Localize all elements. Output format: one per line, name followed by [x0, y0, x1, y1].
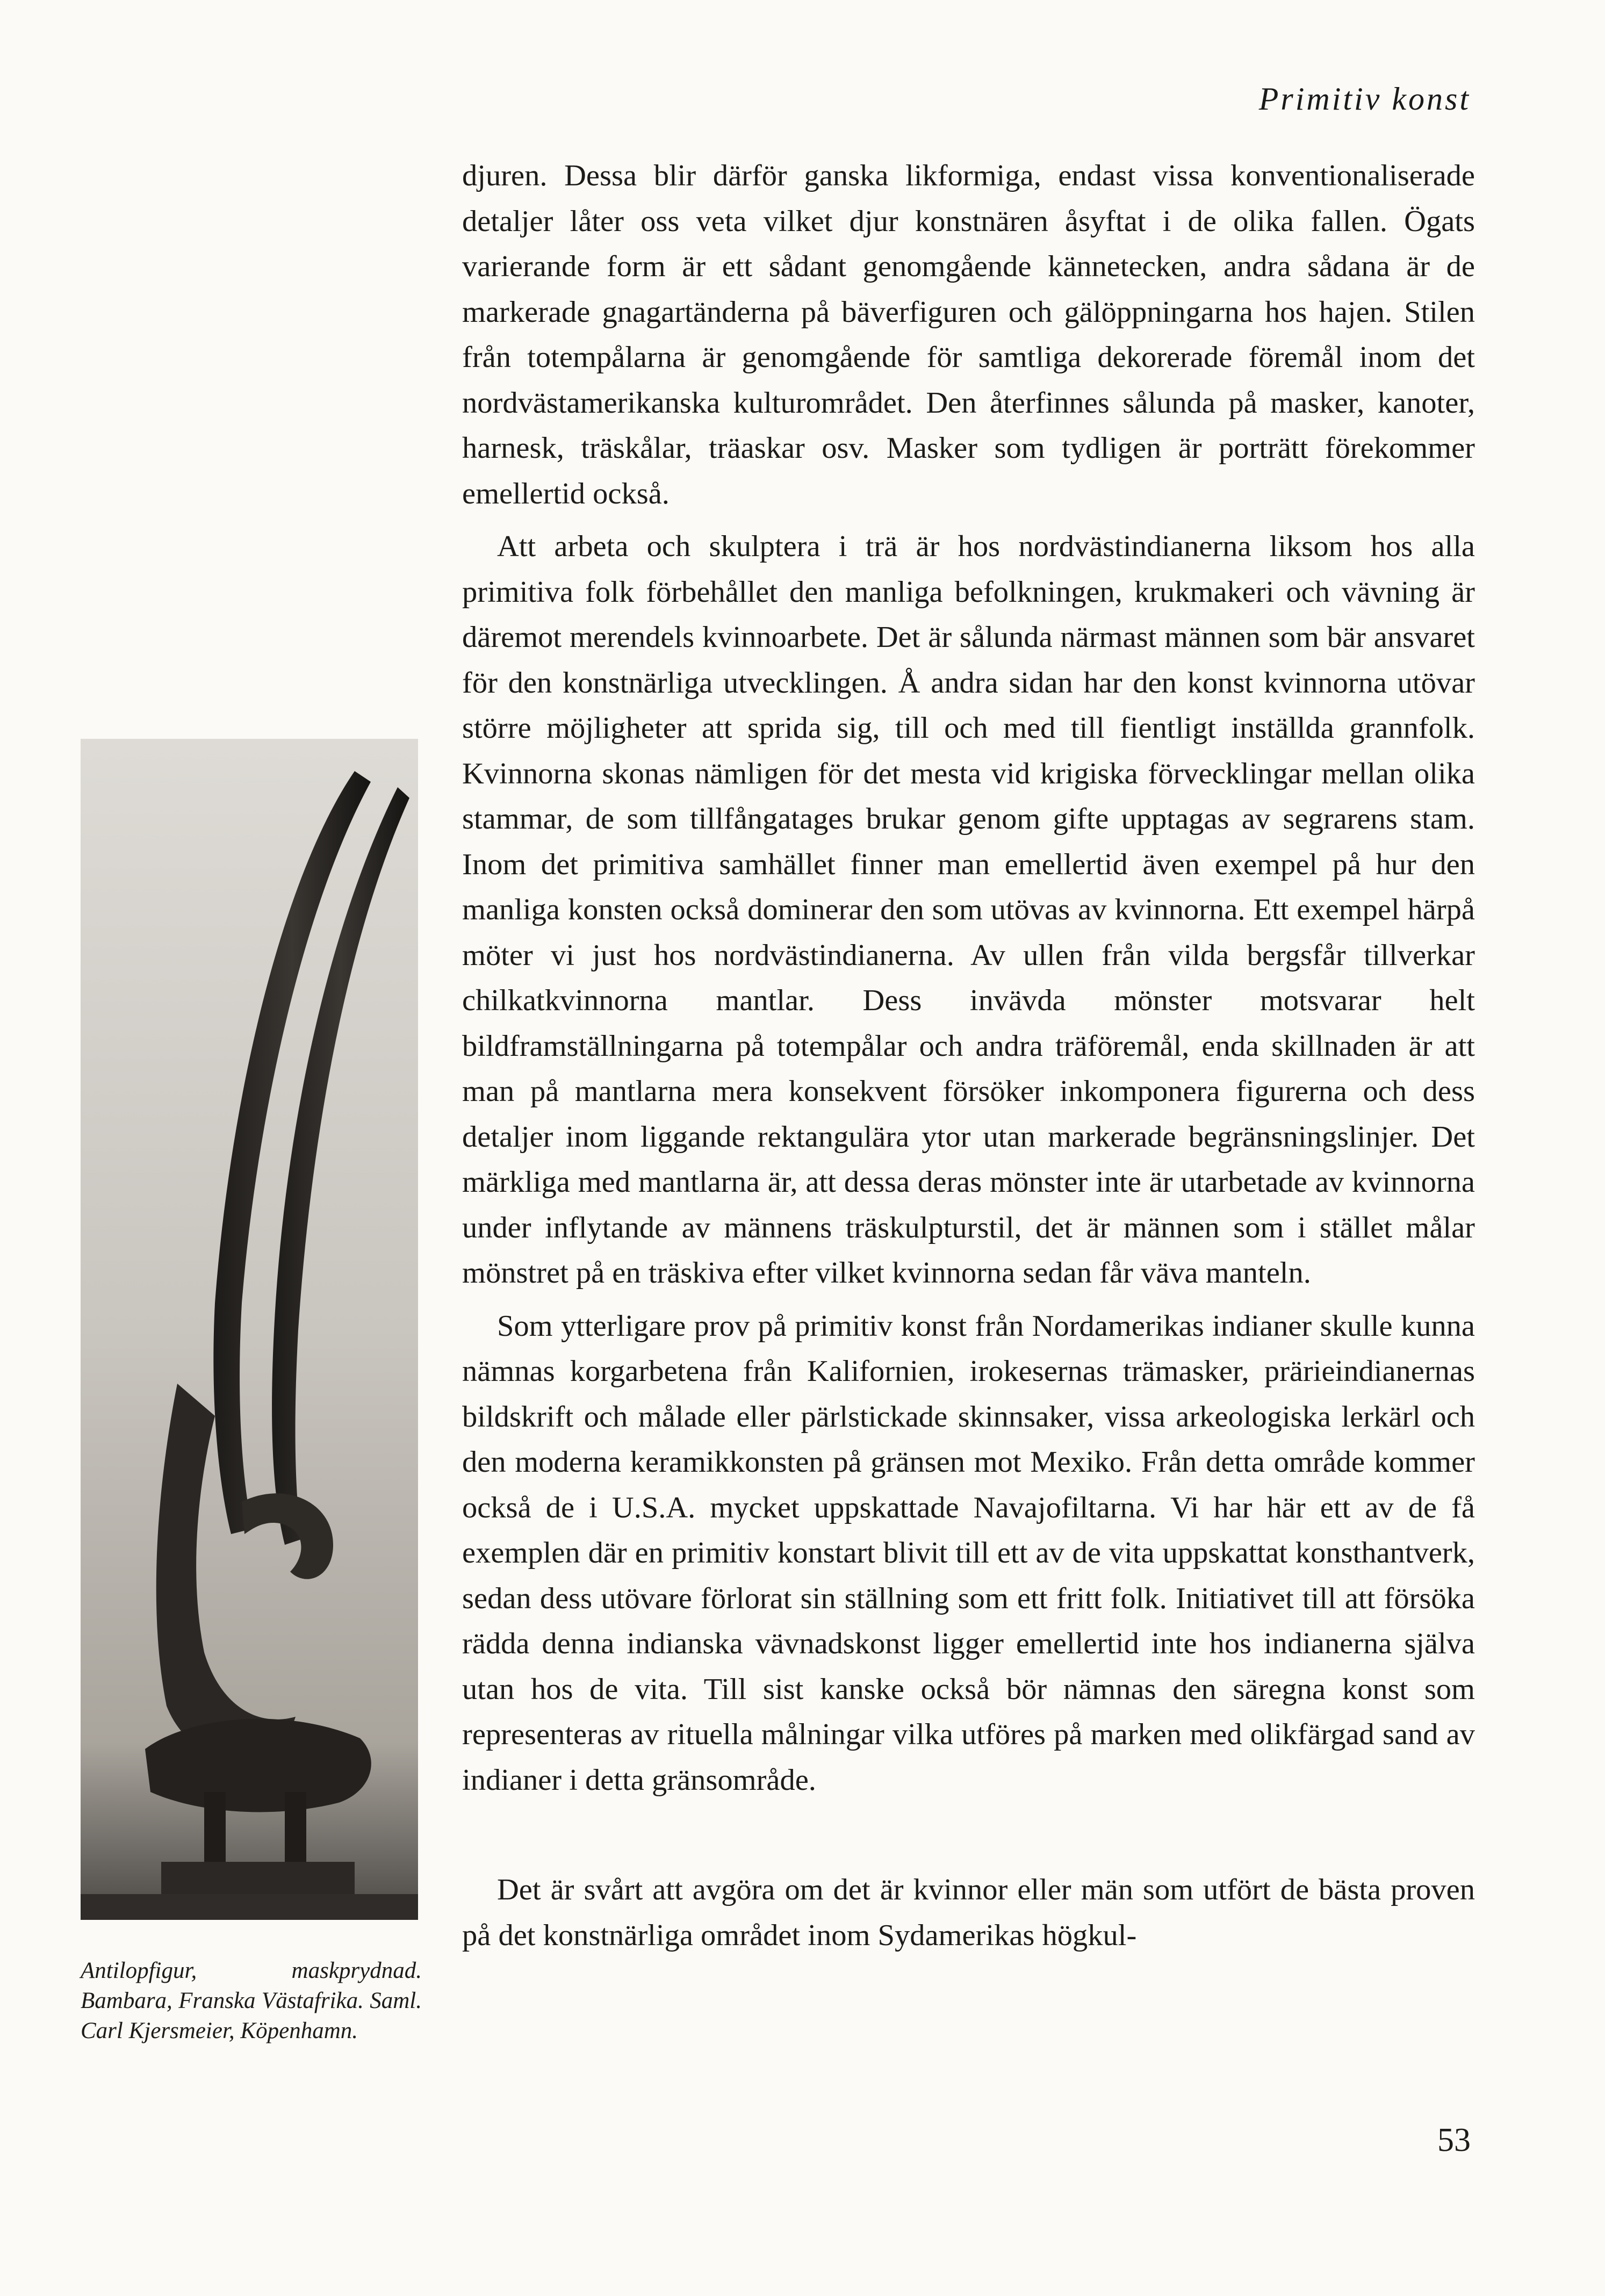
- paragraph: Som ytterligare prov på primitiv konst från Nordamerikas indianer skulle kunna nämnas korgarbetena från Kalifornien, irokesernas trämasker, prärieindianernas bildskrift och målade eller pärlstickade skinnsaker, vissa arkeologiska lerkärl och den moderna keramikkonsten på gränsen mot Mexiko. Från detta område kommer också de i U.S.A. mycket uppskattade Navajofiltarna. Vi har här ett av de få exemplen där en primitiv konstart blivit till ett av de vita uppskattat konsthantverk, sedan dess utövare förlorat sin ställning som ett fritt folk. Initiativet till att försöka rädda denna indianska vävnadskonst ligger emellertid inte hos indianerna själva utan hos de vita. Till sist kanske också bör nämnas den säregna konst som representeras av rituella målningar vilka utföres på marken med olikfärgad sand av indianer i detta gränsområde.: [462, 1309, 1475, 1797]
- body-text: [462, 153, 1475, 1958]
- antelope-sculpture-image: [81, 739, 418, 1920]
- paragraph: Att arbeta och skulptera i trä är hos nordvästindianerna liksom hos alla primitiva folk förbehållet den manliga befolkningen, krukmakeri och vävning är däremot merendels kvinnoarbete. Det är sålunda närmast männen som bär ansvaret för den konstnärliga utvecklingen. Å andra sidan har den konst kvinnorna utövar större möjligheter att sprida sig, till och med till fientligt inställda grannfolk. Kvinnorna skonas nämligen för det mesta vid krigiska förvecklingar mellan olika stammar, de som tillfångatages brukar genom gifte upptagas av segrarens stam. Inom det primitiva samhället finner man emellertid även exempel på hur den manliga konsten också dominerar den som utövas av kvinnorna. Ett exempel härpå möter vi just hos nordvästindianerna. Av ullen från vilda bergsfår tillverkar chilkatkvinnorna mantlar. Dess invävda mönster motsvarar helt bildframställningarna på totempålar och andra träföremål, enda skillnaden är att man på mantlarna mera konsekvent försöker inkomponera figurerna och dess detaljer inom liggande rektangulära ytor utan markerade begränsningslinjer. Det märkliga med mantlarna är, att dessa deras mönster inte är utarbetade av kvinnorna under inflytande av männens träskulpturstil, det är männen som i stället målar mönstret på en träskiva efter vilket kvinnorna sedan får väva manteln.: [462, 530, 1475, 1290]
- running-head: Primitiv konst: [1258, 81, 1471, 117]
- figure-caption: Antilopfigur, maskprydnad. Bambara, Franska Västafrika. Saml. Carl Kjersmeier, Köpenhamn.: [81, 1958, 422, 2043]
- paragraph: djuren. Dessa blir därför ganska likformiga, endast vissa konventionaliserade detaljer låter oss veta vilket djur konstnären åsyftat i de olika fallen. Ögats varierande form är ett sådant genomgående kännetecken, andra sådana är de markerade gnagartänderna på bäverfiguren och gälöppningarna hos hajen. Stilen från totempålarna är genomgående för samtliga dekorerade föremål inom det nordvästamerikanska kulturområdet. Den återfinnes sålunda på masker, kanoter, harnesk, träskålar, träaskar osv. Masker som tydligen är porträtt förekommer emellertid också.: [462, 159, 1475, 510]
- antelope-sculpture-photo: [81, 739, 418, 1920]
- page-number: 53: [1437, 2122, 1471, 2158]
- paragraph: Det är svårt att avgöra om det är kvinnor eller män som utfört de bästa proven på det konstnärliga området inom Sydamerikas högkul-: [462, 1873, 1475, 1952]
